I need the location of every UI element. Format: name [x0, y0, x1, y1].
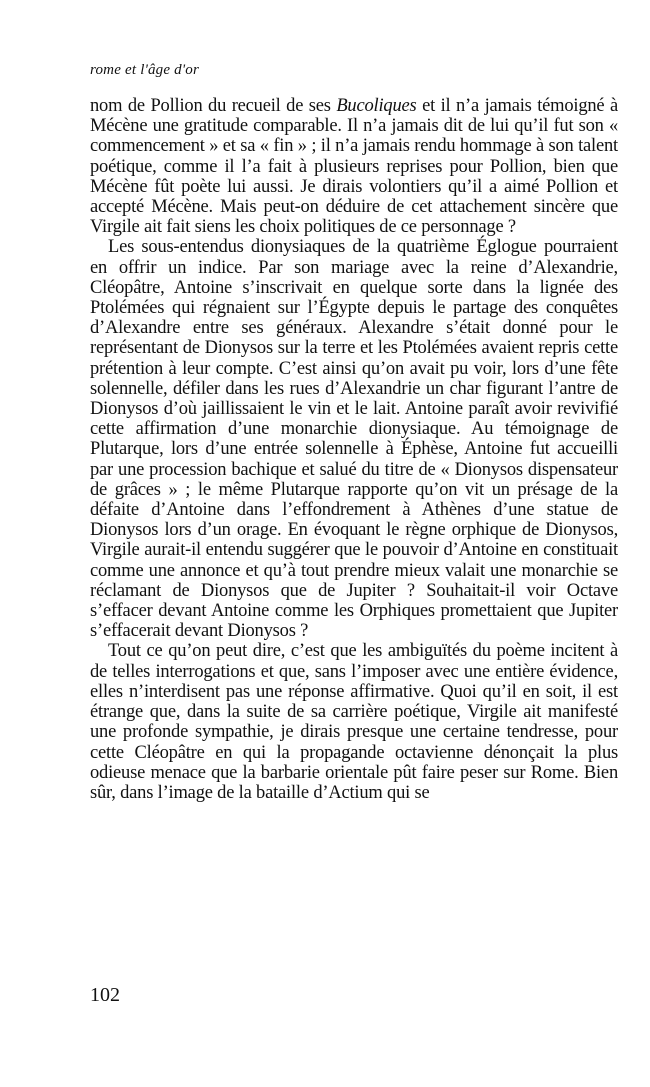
book-title-bucoliques: Bucoliques: [336, 96, 417, 116]
body-text: [90, 96, 618, 803]
paragraph-3: Tout ce qu’on peut dire, c’est que les ambiguïtés du poème incitent à de telles interrogations et que, sans l’imposer avec une entière évidence, elles n’interdisent pas une réponse affirmative. Quoi qu’il en soit, il est étrange que, dans la suite de sa carrière poétique, Virgile ait manifesté une profonde sympathie, je dirais presque une certaine tendresse, pour cette Cléopâtre en qui la propagande octavienne dénonçait la plus odieuse menace que la barbarie orientale pût faire peser sur Rome. Bien sûr, dans l’image de la bataille d’Actium qui se: [90, 641, 618, 803]
running-head: rome et l'âge d'or: [90, 62, 200, 78]
page-number: 102: [90, 984, 120, 1006]
paragraph-1-text-b: et il n’a jamais témoigné à Mécène une gratitude comparable. Il n’a jamais dit de lui qu’il fut son « commencement » et sa « fin » ; il n’a jamais rendu hommage à son talent poétique, comme il l’a fait à plusieurs reprises pour Pollion, bien que Mécène fût poète lui aussi. Je dirais volontiers qu’il a aimé Pollion et accepté Mécène. Mais peut-on déduire de cet attachement sincère que Virgile ait fait siens les choix politiques de ce personnage ?: [90, 96, 618, 238]
paragraph-2: Les sous-entendus dionysiaques de la quatrième Églogue pourraient en offrir un indice. Par son mariage avec la reine d’Alexandrie, Cléopâtre, Antoine s’inscrivait en quelque sorte dans la lignée des Ptolémées qui régnaient sur l’Égypte depuis le partage des conquêtes d’Alexandre entre ses généraux. Alexandre s’était donné pour le représentant de Dionysos sur la terre et les Ptolémées avaient repris cette prétention à leur compte. C’est ainsi qu’on avait pu voir, lors d’une fête solennelle, défiler dans les rues d’Alexandrie un char figurant l’antre de Dionysos d’où jaillissaient le vin et le lait. Antoine paraît avoir revivifié cette affirmation d’une monarchie dionysiaque. Au témoignage de Plutarque, lors d’une entrée solennelle à Éphèse, Antoine fut accueilli par une procession bachique et salué du titre de « Dionysos dispensateur de grâces » ; le même Plutarque rapporte qu’on vit un présage de la défaite d’Antoine dans l’effondrement à Athènes d’une statue de Dionysos lors d’un orage. En évoquant le règne orphique de Dionysos, Virgile aurait-il entendu suggérer que le pouvoir d’Antoine en constituait comme une annonce et qu’à tout prendre mieux valait une monarchie se réclamant de Dionysos que de Jupiter ? Souhaitait-il voir Octave s’effacer devant Antoine comme les Orphiques promettaient que Jupiter s’effacerait devant Dionysos ?: [90, 237, 618, 642]
paragraph-1: [90, 96, 618, 237]
paragraph-1-text-a: nom de Pollion du recueil de ses: [90, 96, 337, 116]
